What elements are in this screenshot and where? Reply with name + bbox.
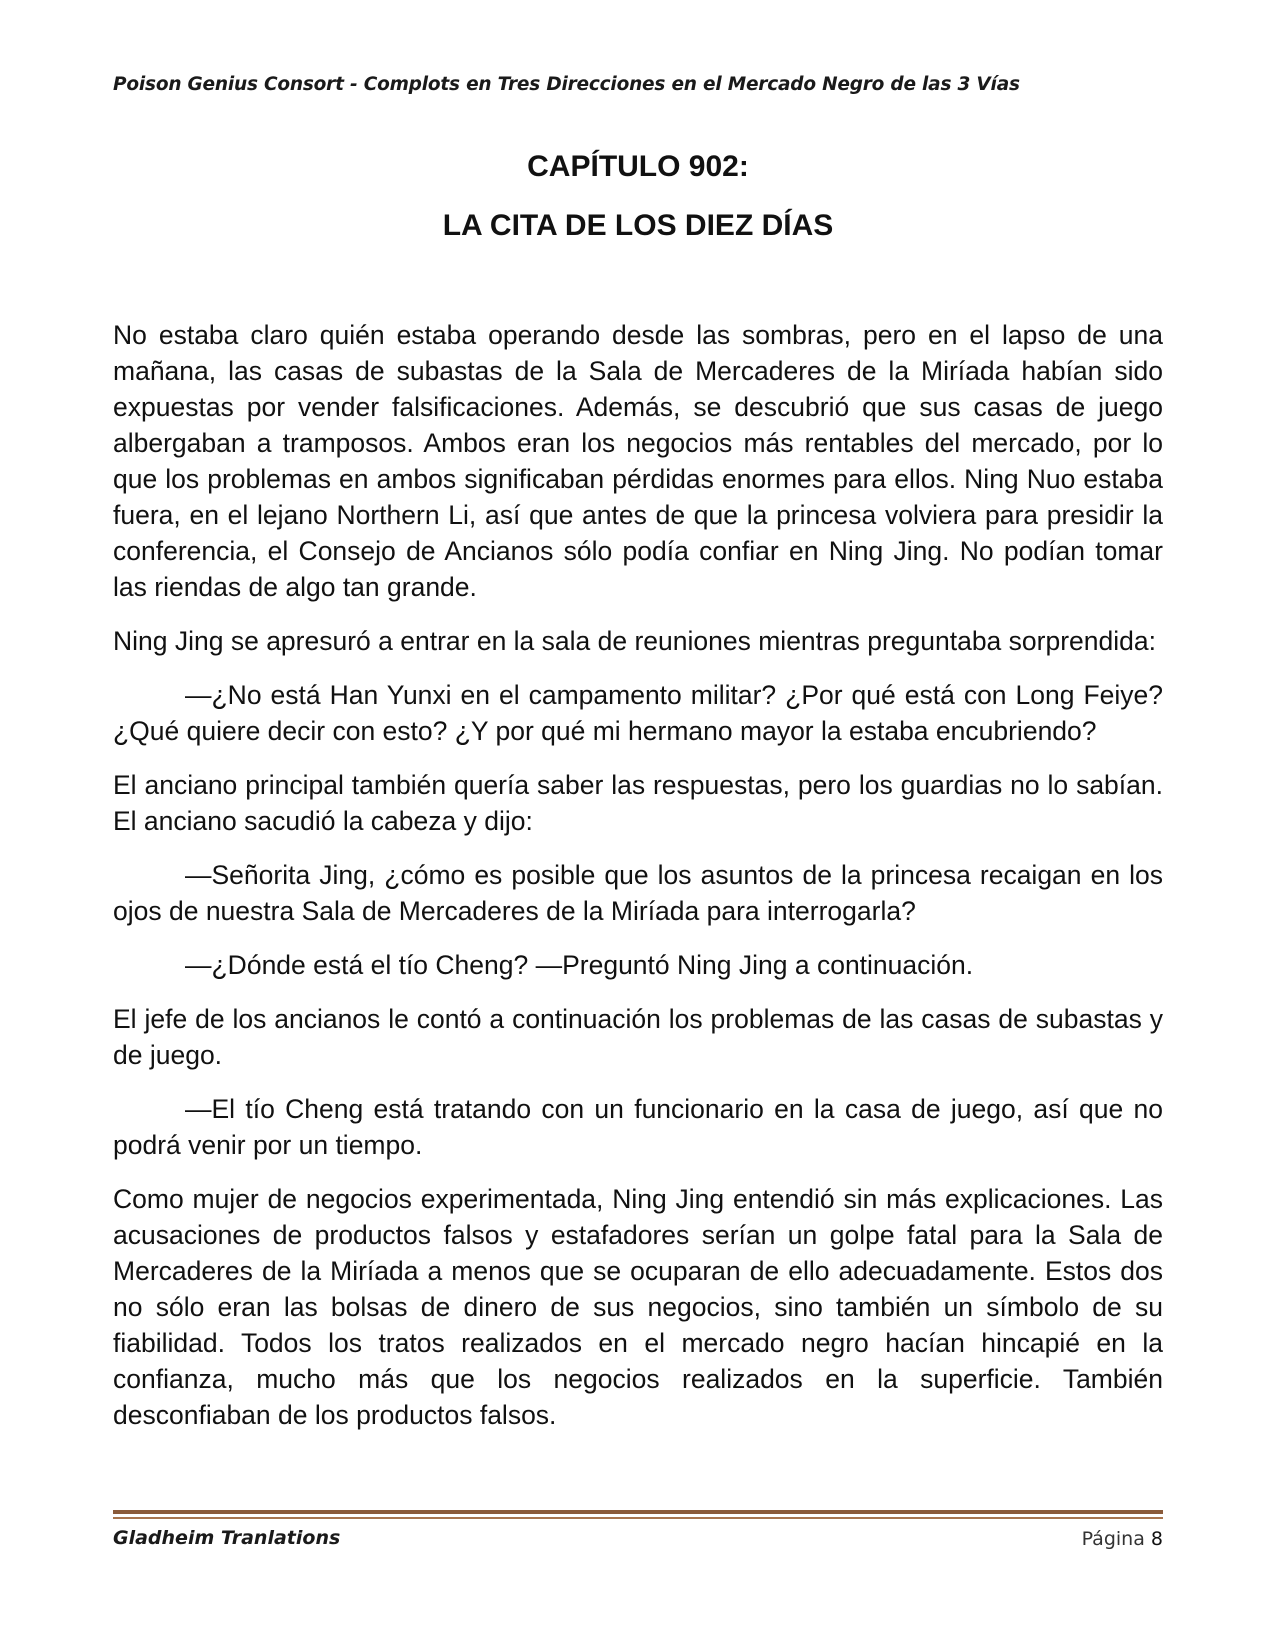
page-number: 8: [1150, 1528, 1163, 1550]
paragraph-1: No estaba claro quién estaba operando desde las sombras, pero en el lapso de una mañana, las casas de subastas de la Sala de Mercaderes de la Miríada habían sido expuestas por vender falsificaciones. Además, se descubrió que sus casas de juego albergaban a tramposos. Ambos eran los negocios más rentables del mercado, por lo que los problemas en ambos significaban pérdidas enormes para ellos. Ning Nuo estaba fuera, en el lejano Northern Li, así que antes de que la princesa volviera para presidir la conferencia, el Consejo de Ancianos sólo podía confiar en Ning Jing. No podían tomar las riendas de algo tan grande.: [113, 320, 1163, 602]
dialogue-3: —¿Dónde está el tío Cheng? —Preguntó Ning Jing a continuación.: [185, 950, 974, 980]
chapter-body: [113, 317, 1163, 1502]
footer-page: [1082, 1528, 1163, 1550]
paragraph-4: El jefe de los ancianos le contó a continuación los problemas de las casas de subastas y de juego.: [113, 1004, 1163, 1070]
dialogue-2: —Señorita Jing, ¿cómo es posible que los asuntos de la princesa recaigan en los ojos de nuestra Sala de Mercaderes de la Miríada para interrogarla?: [113, 860, 1163, 926]
dialogue-1: —¿No está Han Yunxi en el campamento militar? ¿Por qué está con Long Feiye? ¿Qué quiere decir con esto? ¿Y por qué mi hermano mayor la estaba encubriendo?: [113, 680, 1163, 746]
dialogue-4: —El tío Cheng está tratando con un funcionario en la casa de juego, así que no podrá venir por un tiempo.: [113, 1094, 1163, 1160]
footer-divider-thick: [113, 1510, 1163, 1514]
running-header: Poison Genius Consort - Complots en Tres Direcciones en el Mercado Negro de las 3 Vías: [113, 74, 1020, 95]
chapter-number: CAPÍTULO 902:: [527, 150, 749, 183]
footer-publisher: Gladheim Tranlations: [113, 1527, 341, 1549]
paragraph-3: El anciano principal también quería saber las respuestas, pero los guardias no lo sabían. El anciano sacudió la cabeza y dijo:: [113, 770, 1163, 836]
chapter-title: LA CITA DE LOS DIEZ DÍAS: [442, 209, 834, 242]
paragraph-5: Como mujer de negocios experimentada, Ning Jing entendió sin más explicaciones. Las acusaciones de productos falsos y estafadores serían un golpe fatal para la Sala de Mercaderes de la Miríada a menos que se ocuparan de ello adecuadamente. Estos dos no sólo eran las bolsas de dinero de sus negocios, sino también un símbolo de su fiabilidad. Todos los tratos realizados en el mercado negro hacían hincapié en la confianza, mucho más que los negocios realizados en la superficie. También desconfiaban de los productos falsos.: [113, 1184, 1163, 1430]
footer-divider-thin: [113, 1517, 1163, 1519]
paragraph-2: Ning Jing se apresuró a entrar en la sala de reuniones mientras preguntaba sorprendida:: [113, 626, 1156, 656]
page-label: Página: [1081, 1528, 1145, 1550]
